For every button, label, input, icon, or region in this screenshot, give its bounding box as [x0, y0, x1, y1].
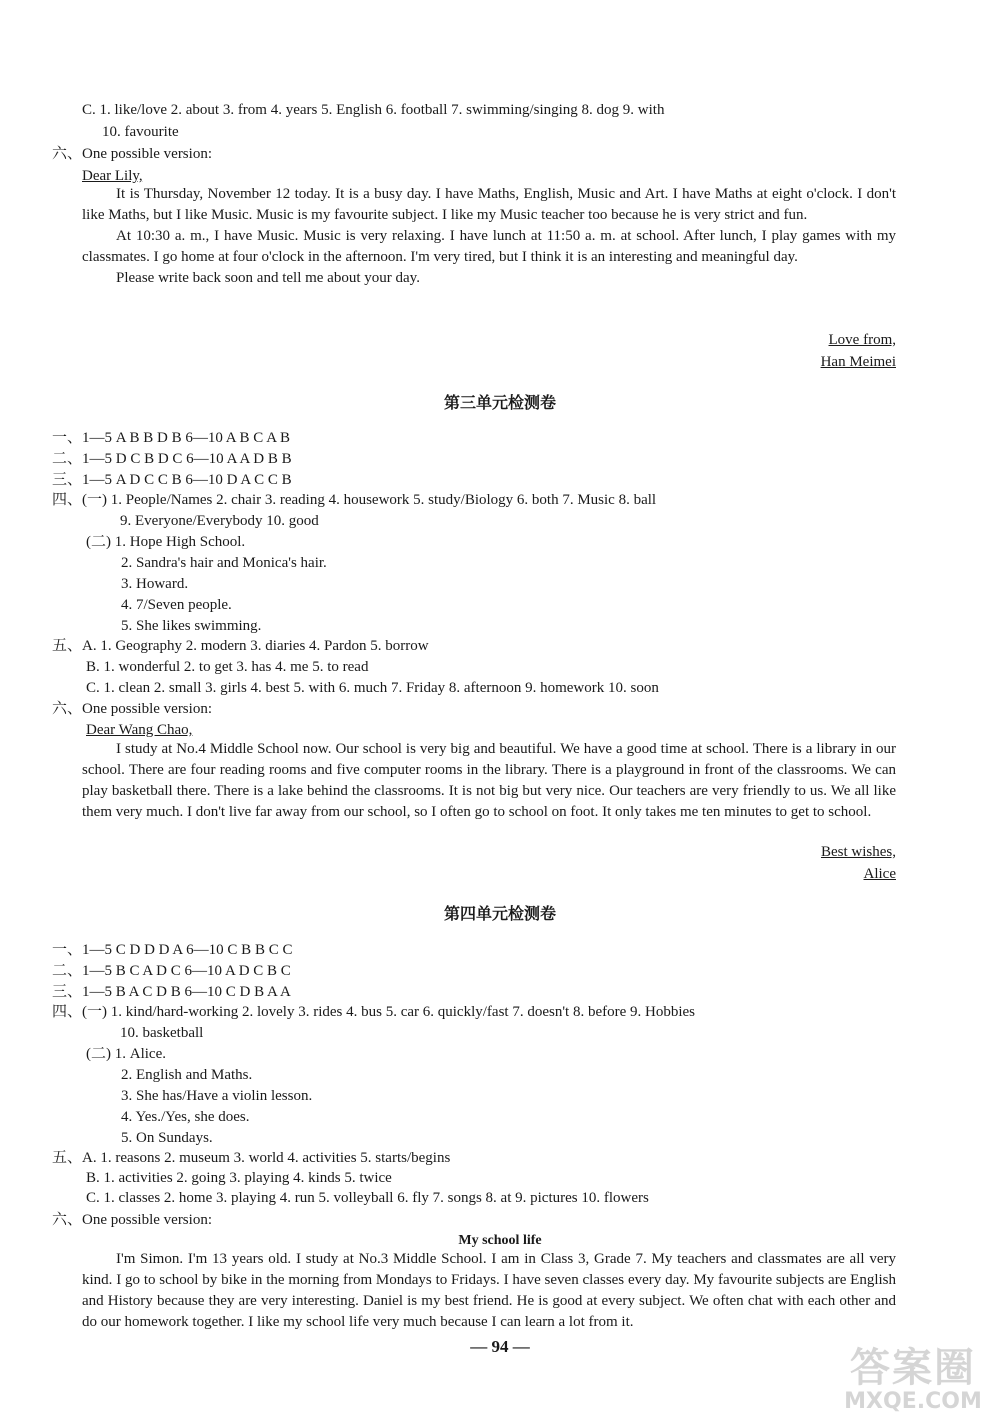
unit3-section3: 三、1—5 A D C C B 6—10 D A C C B	[52, 472, 292, 488]
unit3-section5b: B. 1. wonderful 2. to get 3. has 4. me 5. to read	[86, 659, 369, 675]
unit3-letter-greeting: Dear Wang Chao,	[86, 722, 193, 738]
unit3-section4a-line2: 9. Everyone/Everybody 10. good	[120, 513, 319, 529]
unit4-section4b-item: 4. Yes./Yes, she does.	[121, 1109, 250, 1125]
unit3-section4b-item: 4. 7/Seven people.	[121, 597, 232, 613]
unit3-section5c: C. 1. clean 2. small 3. girls 4. best 5. with 6. much 7. Friday 8. afternoon 9. homework 10. soon	[86, 680, 659, 696]
unit4-section2: 二、1—5 B C A D C 6—10 A D C B C	[52, 963, 291, 979]
watermark-logo-text: 答案圈	[850, 1345, 976, 1391]
unit4-section4b-item: 3. She has/Have a violin lesson.	[121, 1088, 313, 1104]
unit3-section4a-line1: 四、(一) 1. People/Names 2. chair 3. reading 4. housework 5. study/Biology 6. both 7. Music 8. ball	[52, 492, 657, 508]
site-watermark	[838, 1346, 988, 1414]
prev-c-line2: 10. favourite	[102, 124, 179, 140]
unit3-section1: 一、1—5 A B B D B 6—10 A B C A B	[52, 430, 290, 446]
unit3-section4b-item: 2. Sandra's hair and Monica's hair.	[121, 555, 327, 571]
unit4-title: 第四单元检测卷	[443, 904, 556, 923]
prev-six-label: 六、One possible version:	[52, 146, 212, 162]
prev-letter-para2: At 10:30 a. m., I have Music. Music is very relaxing. I have lunch at 11:50 a. m. at school. After lunch, I play games with my classmates. I go home at four o'clock in the afternoon. I'm very tired, but I think it is an interesting and meaningful day.	[82, 228, 896, 265]
unit3-letter-body	[82, 739, 896, 823]
unit3-six-label: 六、One possible version:	[52, 701, 212, 717]
prev-letter-signature: Han Meimei	[820, 354, 896, 370]
unit4-section4a-line1: 四、(一) 1. kind/hard-working 2. lovely 3. rides 4. bus 5. car 6. quickly/fast 7. doesn't 8. before 9. Hobbies	[52, 1004, 696, 1020]
unit3-letter-para: I study at No.4 Middle School now. Our school is very big and beautiful. We have a good time at school. There is a library in our school. There are four reading rooms and five computer rooms in the library. There is a playground in front of the classrooms. We can play basketball there. There is a lake behind the classrooms. It is not big but very nice. Our teachers are very friendly to us. We all like them very much. I don't live far away from our school, so I often go to school on foot. It only takes me ten minutes to get to school.	[82, 741, 896, 820]
watermark-domain: MXQE.COM	[844, 1389, 982, 1414]
unit3-section4b-item: 3. Howard.	[121, 576, 189, 592]
unit3-letter-signature: Alice	[863, 866, 896, 882]
unit3-letter-closing: Best wishes,	[821, 844, 896, 860]
unit4-section4a-line2: 10. basketball	[120, 1025, 204, 1041]
prev-letter-para3: Please write back soon and tell me about your day.	[116, 270, 420, 286]
unit3-section5a: 五、A. 1. Geography 2. modern 3. diaries 4. Pardon 5. borrow	[52, 638, 429, 654]
page-number: — 94 —	[470, 1337, 530, 1356]
prev-letter-greeting: Dear Lily,	[82, 168, 143, 184]
prev-letter-para1: It is Thursday, November 12 today. It is a busy day. I have Maths, English, Music and Art. I have Maths at eight o'clock. I don't like Maths, but I like Music. Music is my favourite subject. I like my Music teacher too because he is very strict and fun.	[82, 186, 896, 223]
unit3-section4b-item: 5. She likes swimming.	[121, 618, 262, 634]
unit4-section3: 三、1—5 B A C D B 6—10 C D B A A	[52, 984, 291, 1000]
prev-letter-closing: Love from,	[828, 332, 896, 348]
unit4-essay-para: I'm Simon. I'm 13 years old. I study at No.3 Middle School. I am in Class 3, Grade 7. My teachers and classmates are all very kind. I go to school by bike in the morning from Mondays to Fridays. I have seven classes every day. My favourite subjects are English and History because they are very interesting. Daniel is my best friend. He is good at every subject. We often chat with each other and do our homework together. I like my school life very much because I can learn a lot from it.	[82, 1251, 896, 1330]
unit4-essay-title: My school life	[458, 1233, 542, 1248]
unit4-section4b-item: 5. On Sundays.	[121, 1130, 213, 1146]
unit4-six-label: 六、One possible version:	[52, 1212, 212, 1228]
unit3-section4b-item: (二) 1. Hope High School.	[86, 534, 246, 550]
unit3-title: 第三单元检测卷	[443, 393, 556, 412]
unit4-section4b-item: (二) 1. Alice.	[86, 1046, 166, 1062]
prev-c-line1: C. 1. like/love 2. about 3. from 4. years 5. English 6. football 7. swimming/singing 8. dog 9. with	[82, 102, 665, 118]
unit4-essay-body	[82, 1249, 896, 1333]
unit4-section5b: B. 1. activities 2. going 3. playing 4. kinds 5. twice	[86, 1170, 392, 1186]
prev-letter-body	[82, 184, 896, 289]
unit4-section5a: 五、A. 1. reasons 2. museum 3. world 4. activities 5. starts/begins	[52, 1150, 451, 1166]
unit4-section5c: C. 1. classes 2. home 3. playing 4. run 5. volleyball 6. fly 7. songs 8. at 9. pictures 10. flowers	[86, 1190, 649, 1206]
unit4-section4b-item: 2. English and Maths.	[121, 1067, 253, 1083]
unit4-section1: 一、1—5 C D D D A 6—10 C B B C C	[52, 942, 293, 958]
unit3-section2: 二、1—5 D C B D C 6—10 A A D B B	[52, 451, 292, 467]
